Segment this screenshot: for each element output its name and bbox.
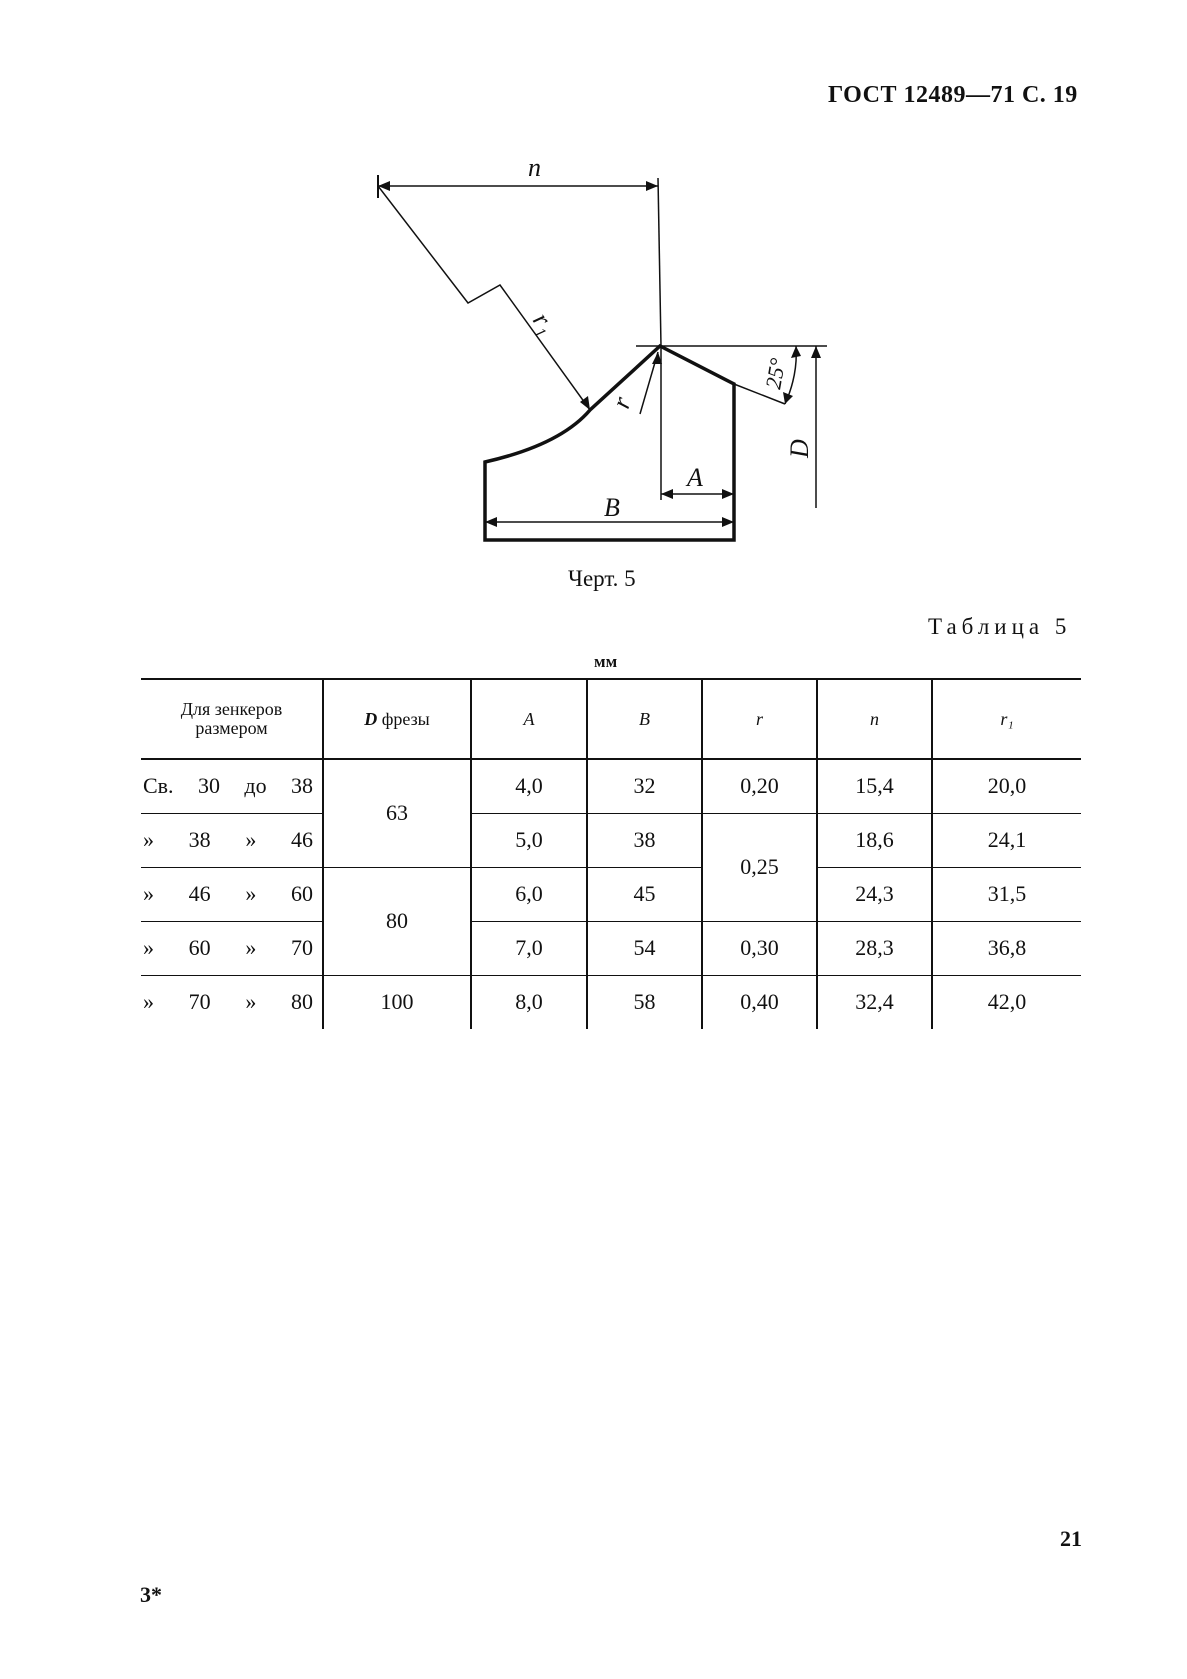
drawing-caption: Черт. 5 — [568, 566, 636, 591]
header-d: D фрезы — [323, 679, 471, 759]
r-cell: 0,40 — [702, 975, 817, 1029]
r1-cell: 36,8 — [932, 921, 1081, 975]
n-cell: 24,3 — [817, 867, 932, 921]
sheet-mark: 3* — [140, 1582, 162, 1607]
r1-cell: 42,0 — [932, 975, 1081, 1029]
r-cell: 0,20 — [702, 759, 817, 813]
n-cell: 28,3 — [817, 921, 932, 975]
a-cell: 5,0 — [471, 813, 587, 867]
spec-table — [141, 678, 1081, 1029]
size-cell: » 46 » 60 — [141, 867, 323, 921]
a-cell: 7,0 — [471, 921, 587, 975]
a-cell: 4,0 — [471, 759, 587, 813]
n-cell: 15,4 — [817, 759, 932, 813]
angle-arrow-top — [791, 346, 801, 358]
size-cell: Св. 30 до 38 — [141, 759, 323, 813]
table-row — [141, 975, 1081, 1029]
label-angle: 25° — [760, 356, 791, 391]
n-arrow-right — [646, 181, 658, 191]
b-cell: 54 — [587, 921, 702, 975]
r-cell: 0,30 — [702, 921, 817, 975]
header-n: n — [817, 679, 932, 759]
b-cell: 38 — [587, 813, 702, 867]
technical-drawing — [0, 0, 1187, 600]
label-r1: r₁ — [527, 306, 562, 340]
size-cell: » 60 » 70 — [141, 921, 323, 975]
n-cell: 32,4 — [817, 975, 932, 1029]
label-b: B — [604, 493, 620, 522]
b-arrow-right — [722, 517, 734, 527]
angle-arrow-bottom — [783, 392, 793, 404]
r-cell: 0,25 — [702, 813, 817, 921]
d-cell: 80 — [323, 867, 471, 975]
table-header-row — [141, 679, 1081, 759]
header-r: r — [702, 679, 817, 759]
r1-cell: 31,5 — [932, 867, 1081, 921]
header-r1: r₁ — [932, 679, 1081, 759]
b-cell: 32 — [587, 759, 702, 813]
table-caption: Таблица 5 — [928, 614, 1072, 639]
document-header: ГОСТ 12489—71 С. 19 — [828, 82, 1078, 108]
r1-cell: 20,0 — [932, 759, 1081, 813]
page-number: 21 — [1060, 1526, 1082, 1551]
table-row — [141, 813, 1081, 867]
a-arrow-right — [722, 489, 734, 499]
r1-cell: 24,1 — [932, 813, 1081, 867]
table-row — [141, 759, 1081, 813]
a-cell: 6,0 — [471, 867, 587, 921]
label-a: A — [687, 463, 703, 492]
table-units: мм — [594, 652, 618, 671]
r1-leader-line — [378, 186, 590, 410]
n-extension-right — [658, 178, 661, 346]
label-r: r — [606, 393, 637, 412]
b-cell: 45 — [587, 867, 702, 921]
d-cell: 100 — [323, 975, 471, 1029]
d-arrow-top — [811, 346, 821, 358]
n-cell: 18,6 — [817, 813, 932, 867]
a-cell: 8,0 — [471, 975, 587, 1029]
table-row — [141, 867, 1081, 921]
d-cell: 63 — [323, 759, 471, 867]
table-row — [141, 921, 1081, 975]
b-arrow-left — [485, 517, 497, 527]
label-n: n — [528, 153, 541, 182]
size-cell: » 38 » 46 — [141, 813, 323, 867]
header-b: B — [587, 679, 702, 759]
header-size: Для зенкеров размером — [141, 679, 323, 759]
b-cell: 58 — [587, 975, 702, 1029]
size-cell: » 70 » 80 — [143, 989, 313, 1015]
a-arrow-left — [661, 489, 673, 499]
header-a: A — [471, 679, 587, 759]
label-d: D — [785, 439, 814, 458]
